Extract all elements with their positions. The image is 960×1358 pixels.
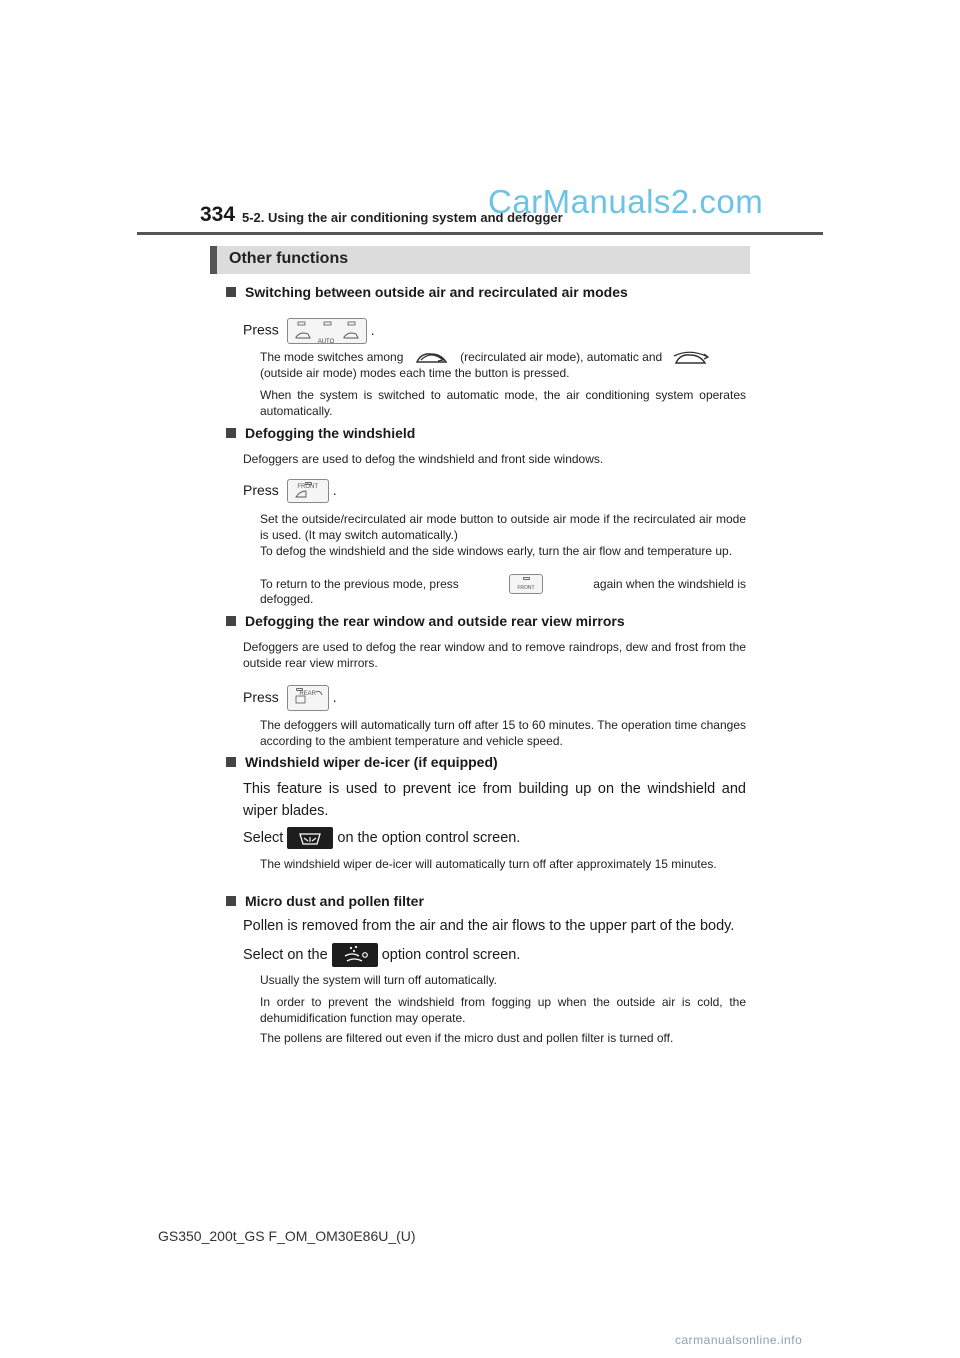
- note-text: (recirculated air mode), automatic and: [460, 350, 663, 365]
- rear-defogger-button-icon: [287, 685, 329, 711]
- press-line-outside-air: Press AUTO .: [243, 318, 375, 344]
- bullet-square: [226, 287, 236, 297]
- select-text: on the option control screen.: [337, 830, 521, 846]
- header-rule: [137, 232, 823, 235]
- note-text: The mode switches among: [260, 350, 404, 365]
- select-line-filter: [243, 943, 520, 967]
- auto-label: AUTO: [317, 339, 335, 345]
- note-defogged: defogged.: [260, 592, 314, 606]
- select-text: option control screen.: [381, 947, 521, 963]
- front-defogger-button-icon-small: FRONT: [509, 574, 543, 594]
- select-text: Select on the: [243, 947, 328, 963]
- note-pollen-filtered: The pollens are filtered out even if the micro dust and pollen filter is turned off.: [260, 1031, 674, 1045]
- deicer-description: This feature is used to prevent ice from building up on the windshield and wiper blades.: [243, 781, 746, 819]
- rear-description: Defoggers are used to defog the rear window and to remove raindrops, dew and frost from the outside rear view mirrors.: [243, 640, 746, 670]
- note-filter-auto-off: Usually the system will turn off automatically.: [260, 973, 497, 987]
- pollen-filter-description: Pollen is removed from the air and the air flows to the upper part of the body.: [243, 918, 735, 934]
- press-line-windshield: Press FRONT .: [243, 478, 337, 503]
- heading-defog-rear: [226, 613, 625, 629]
- heading-text: Defogging the rear window and outside rear view mirrors: [245, 613, 625, 629]
- select-text: Select: [243, 830, 284, 846]
- press-line-rear: Press REAR .: [243, 684, 337, 711]
- note-outside-air-mode: Set the outside/recirculated air mode button to outside air mode if the recirculated air mode is used. (It may switch automatically.): [260, 512, 746, 542]
- page-number: 334: [200, 203, 236, 226]
- note-text: again when the windshield is: [593, 577, 746, 591]
- section-title: Other functions: [229, 250, 349, 267]
- press-text: Press: [243, 482, 279, 498]
- note-defog-early: To defog the windshield and the side windows early, turn the air flow and temperature up.: [260, 544, 733, 558]
- press-text: Press: [243, 689, 279, 705]
- note-return-previous: [260, 574, 746, 594]
- heading-outside-air: [226, 284, 628, 300]
- windshield-description: Defoggers are used to defog the windshield and front side windows.: [243, 452, 604, 466]
- note-dehumidification: In order to prevent the windshield from fogging up when the outside air is cold, the dehumidification function may operate.: [260, 995, 746, 1025]
- recirculated-air-icon: [413, 350, 451, 366]
- heading-defog-windshield: [226, 425, 415, 441]
- heading-wiper-deicer: [226, 754, 498, 770]
- heading-text: Switching between outside air and recirculated air modes: [245, 284, 628, 300]
- site-footer: carmanualsonline.info: [675, 1333, 803, 1347]
- note-text: To return to the previous mode, press: [260, 577, 459, 591]
- model-code-footer: GS350_200t_GS F_OM_OM30E86U_(U): [158, 1228, 416, 1244]
- bullet-square: [226, 616, 236, 626]
- note-deicer-auto-off: The windshield wiper de-icer will automatically turn off after approximately 15 minutes.: [260, 857, 717, 871]
- section-bar: [210, 246, 750, 274]
- outside-air-icon: [672, 350, 710, 366]
- front-defogger-button-icon: [287, 479, 329, 503]
- micro-dust-pollen-filter-icon: [332, 943, 378, 967]
- select-line-deicer: [243, 826, 520, 850]
- rear-label: REAR: [299, 691, 317, 698]
- bullet-square: [226, 757, 236, 767]
- wiper-deicer-icon: [287, 827, 333, 849]
- note-line-1: [260, 350, 710, 366]
- note-line-2: (outside air mode) modes each time the button is pressed.: [260, 366, 570, 380]
- heading-text: Micro dust and pollen filter: [245, 893, 424, 909]
- watermark: CarManuals2.com: [488, 183, 764, 220]
- note-rear-auto-off: The defoggers will automatically turn off after 15 to 60 minutes. The operation time changes according to the ambient temperature and vehicle speed.: [260, 718, 746, 748]
- press-text: Press: [243, 321, 279, 338]
- heading-pollen-filter: [226, 893, 424, 909]
- bullet-square: [226, 428, 236, 438]
- note-automatic-mode: When the system is switched to automatic mode, the air conditioning system operates automatically.: [260, 388, 746, 418]
- heading-text: Defogging the windshield: [245, 425, 416, 441]
- outside-recirc-air-button-icon: [287, 318, 367, 344]
- bullet-square: [226, 896, 236, 906]
- section-reference: 5-2. Using the air conditioning system and defogger: [242, 210, 563, 225]
- heading-text: Windshield wiper de-icer (if equipped): [245, 754, 498, 770]
- front-label: FRONT: [297, 484, 319, 491]
